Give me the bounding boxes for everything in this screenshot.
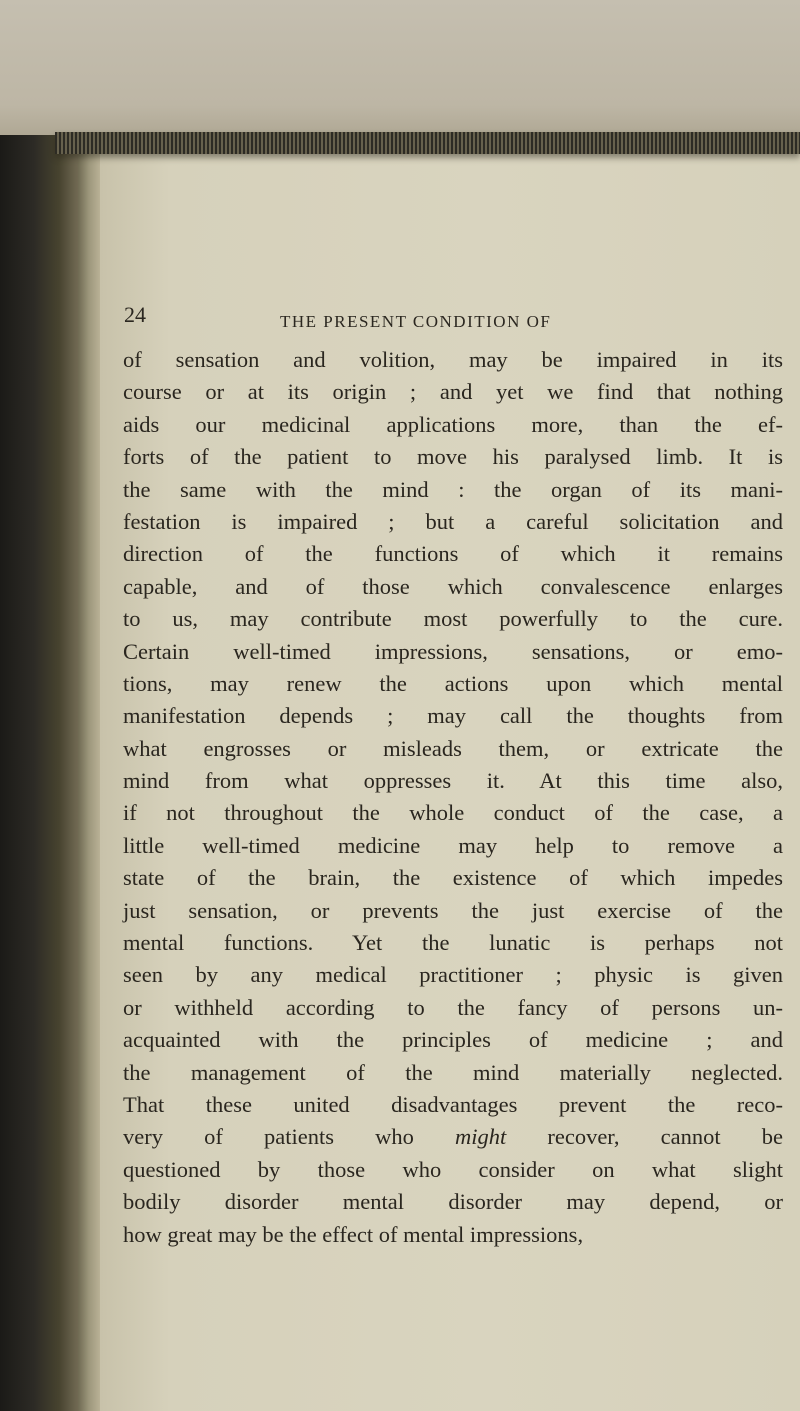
page-top-edge	[55, 132, 800, 154]
text-line: course or at its origin ; and yet we find that nothing	[123, 379, 783, 405]
text-segment: very of patients who	[123, 1124, 455, 1150]
text-line: capable, and of those which convalescence enlarges	[123, 573, 783, 599]
text-line: or withheld according to the fancy of persons un-	[123, 994, 783, 1020]
text-line: seen by any medical practitioner ; physic is given	[123, 962, 783, 988]
text-line: mind from what oppresses it. At this time also,	[123, 768, 783, 794]
text-line: if not throughout the whole conduct of the case, a	[123, 800, 783, 826]
text-line: just sensation, or prevents the just exercise of the	[123, 897, 783, 923]
body-text	[123, 344, 783, 1251]
text-line: the management of the mind materially neglected.	[123, 1059, 783, 1085]
book-binding-edge	[78, 150, 100, 1411]
text-line: Certain well-timed impressions, sensations, or emo-	[123, 638, 783, 664]
text-line: state of the brain, the existence of which impedes	[123, 865, 783, 891]
text-line: questioned by those who consider on what slight	[123, 1156, 783, 1182]
text-line: mental functions. Yet the lunatic is perhaps not	[123, 930, 783, 956]
running-head: THE PRESENT CONDITION OF	[280, 312, 552, 331]
page-number: 24	[124, 302, 146, 327]
text-line: acquainted with the principles of medicine ; and	[123, 1027, 783, 1053]
text-segment: recover, cannot be	[506, 1124, 783, 1150]
italic-word: might	[454, 1124, 507, 1150]
text-line: direction of the functions of which it remains	[123, 541, 783, 567]
text-line: That these united disadvantages prevent the reco-	[123, 1091, 783, 1117]
text-line: bodily disorder mental disorder may depend, or	[123, 1189, 783, 1215]
text-line: aids our medicinal applications more, than the ef-	[123, 411, 783, 437]
text-line: the same with the mind : the organ of its mani-	[123, 476, 783, 502]
text-line: festation is impaired ; but a careful solicitation and	[123, 508, 783, 534]
text-line: tions, may renew the actions upon which mental	[123, 670, 783, 696]
text-line: forts of the patient to move his paralysed limb. It is	[123, 444, 783, 470]
text-line: what engrosses or misleads them, or extricate the	[123, 735, 783, 761]
text-line: of sensation and volition, may be impaired in its	[123, 347, 783, 372]
background-surface	[0, 0, 800, 150]
text-line: how great may be the effect of mental impressions,	[123, 1221, 584, 1247]
text-line-with-emphasis	[123, 1121, 783, 1153]
text-line: manifestation depends ; may call the thoughts from	[123, 703, 783, 729]
text-line: to us, may contribute most powerfully to the cure.	[123, 606, 783, 632]
text-line: little well-timed medicine may help to remove a	[123, 832, 783, 858]
